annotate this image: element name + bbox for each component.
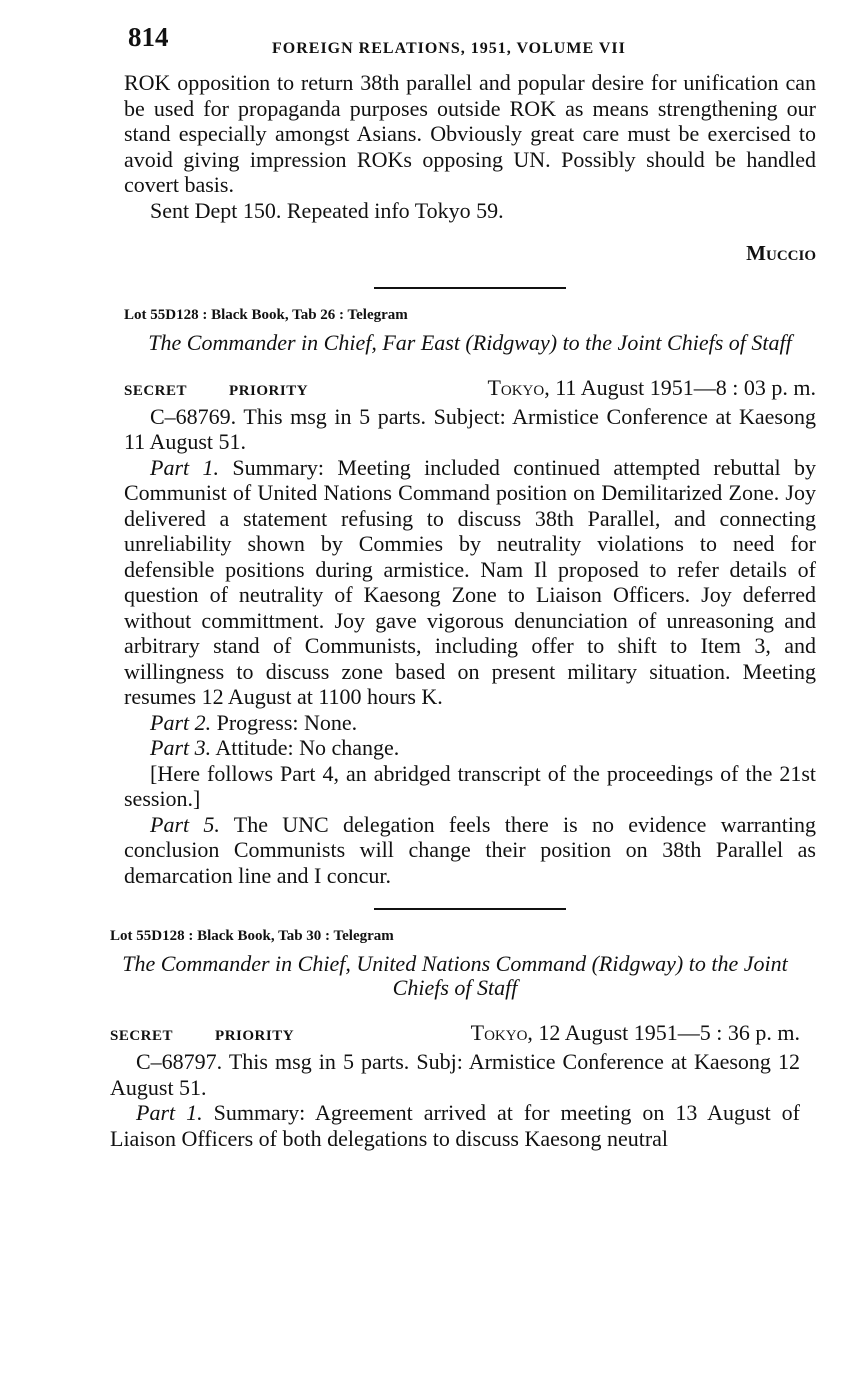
page-number: 814 — [128, 22, 169, 52]
page-body — [110, 70, 816, 1151]
running-head: FOREIGN RELATIONS, 1951, VOLUME VII — [272, 40, 626, 57]
doc2-intro: C–68797. This msg in 5 parts. Subj: Armistice Conference at Kaesong 12 August 51. — [110, 1049, 800, 1100]
doc1-part2-label: Part 2. — [150, 709, 212, 735]
doc1-part2 — [124, 710, 816, 736]
doc2-part1-text: Summary: Agreement arrived at for meeting on 13 August of Liaison Officers of both delegations to discuss Kaesong neutral — [110, 1100, 800, 1151]
doc2-date: , 12 August 1951—5 : 36 p. m. — [527, 1020, 800, 1045]
doc2-dateline — [110, 1020, 800, 1049]
doc1-part3 — [124, 735, 816, 761]
doc1-classification: SECRET — [124, 382, 188, 399]
doc1-part3-label: Part 3. — [150, 735, 212, 760]
doc1-part5-label: Part 5. — [150, 811, 220, 837]
doc1-editorial-note: [Here follows Part 4, an abridged transcript of the proceedings of the 21st session.] — [124, 760, 816, 811]
doc1-part2-text: Progress: None. — [211, 709, 358, 735]
doc2-place: Tokyo — [470, 1020, 528, 1045]
doc1-place: Tokyo — [487, 374, 545, 400]
doc1-source: Lot 55D128 : Black Book, Tab 26 : Telegram — [124, 306, 408, 323]
doc2-source: Lot 55D128 : Black Book, Tab 30 : Telegram — [110, 928, 394, 944]
doc2-date-group — [471, 1020, 800, 1046]
doc1-part1 — [124, 455, 816, 710]
doc1-title: The Commander in Chief, Far East (Ridgway) to the Joint Chiefs of Staff — [148, 329, 792, 355]
doc1-part3-text: Attitude: No change. — [211, 735, 400, 760]
doc2-title: The Commander in Chief, United Nations Command (Ridgway) to the Joint Chiefs of Staff — [122, 951, 788, 1000]
sent-line: Sent Dept 150. Repeated info Tokyo 59. — [150, 197, 504, 223]
section-divider — [374, 287, 566, 289]
doc1-date: , 11 August 1951—8 : 03 p. m. — [544, 374, 816, 400]
doc2-part1 — [110, 1100, 800, 1151]
doc1-part5-text: The UNC delegation feels there is no evidence warranting conclusion Communists will change their position on 38th Parallel as demarcation line and I concur. — [124, 811, 816, 888]
doc2-section — [110, 926, 800, 1151]
doc1-classification-group — [124, 378, 308, 404]
doc2-classification: SECRET — [110, 1028, 174, 1044]
doc2-classification-group — [110, 1023, 294, 1049]
page-header — [128, 22, 818, 58]
section-divider — [374, 908, 566, 910]
doc1-part1-text: Summary: Meeting included continued attempted rebuttal by Communist of United Nations Command position on Demilitarized Zone. Joy delivered a statement refusing to discuss 38th Parallel, and connecting unreliability shown by Commies by neutrality violations to need for defensible positions during armistice. Nam Il proposed to refer details of question of neutrality of Kaesong Zone to Liaison Officers. Joy deferred without committment. Joy gave vigorous denunciation of unreasoning and arbitrary stand of Communists, including offer to shift to Item 3, and willingness to discuss zone based on present military situation. Meeting resumes 12 August at 1100 hours K. — [124, 454, 816, 709]
doc2-priority: PRIORITY — [215, 1028, 295, 1044]
doc1-part1-label: Part 1. — [150, 454, 219, 480]
doc1-date-group — [487, 375, 816, 401]
doc2-part1-label: Part 1. — [136, 1100, 203, 1125]
doc1-priority: PRIORITY — [229, 382, 309, 399]
continuation-paragraph: ROK opposition to return 38th parallel and popular desire for unification can be used for propaganda purposes outside ROK as means strengthening our stand especially amongst Asians. Obviously great care must be exercised to avoid giving impression ROKs opposing UN. Possibly should be handled covert basis. — [124, 70, 816, 197]
doc1-part5 — [124, 812, 816, 889]
signature: Muccio — [746, 241, 816, 265]
doc1-dateline — [124, 375, 816, 404]
doc1-intro: C–68769. This msg in 5 parts. Subject: Armistice Conference at Kaesong 11 August 51. — [124, 403, 816, 454]
